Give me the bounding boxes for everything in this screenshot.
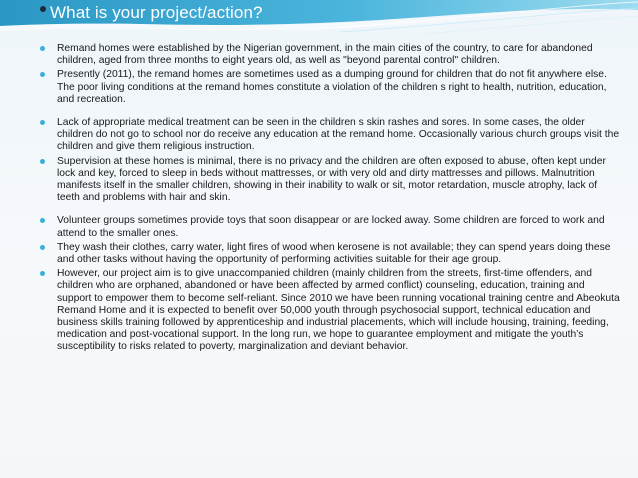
bullet-item bbox=[40, 43, 620, 67]
bullet-text: Supervision at these homes is minimal, there is no privacy and the children are often exposed to abuse, often kept under lock and key, forced to sleep in beds without mattresses, or with very old and dirty mattresses and pillows. Malnutrition manifests itself in the smaller children, showing in their inability to walk or sit, motor retardation, muscle atrophy, lack of teeth and problems with hair and skin. bbox=[57, 155, 606, 204]
bullet-dot-icon bbox=[40, 159, 45, 164]
bullet-text: They wash their clothes, carry water, light fires of wood when kerosene is not available; they can spend years doing these and other tasks without having the opportunity of performing activities suitable for their age group. bbox=[57, 241, 611, 266]
bullet-text: Volunteer groups sometimes provide toys that soon disappear or are locked away. Some children are forced to work and attend to the smaller ones. bbox=[57, 215, 605, 239]
slide-title: What is your project/action? bbox=[50, 3, 263, 22]
title-area bbox=[40, 3, 263, 23]
bullet-item bbox=[40, 117, 620, 154]
bullet-item bbox=[40, 69, 620, 106]
bullet-dot-icon bbox=[40, 245, 45, 250]
bullet-dot-icon bbox=[40, 46, 45, 51]
bullet-dot-icon bbox=[40, 271, 45, 276]
bullet-item bbox=[40, 156, 620, 205]
bullet-item bbox=[40, 215, 620, 239]
bullet-item bbox=[40, 242, 620, 266]
bullet-text: Presently (2011), the remand homes are sometimes used as a dumping ground for children that do not fit anywhere else. The poor living conditions at the remand homes constitute a violation of the children s right to health, nutrition, education, and recreation. bbox=[57, 69, 607, 105]
bullet-dot-icon bbox=[40, 72, 45, 77]
title-bullet-icon bbox=[40, 6, 46, 12]
bullet-text: Remand homes were established by the Nigerian government, in the main cities of the country, to care for abandoned children, aged from three months to eight years old, as well as "beyond parental control" children. bbox=[57, 43, 593, 67]
bullet-item bbox=[40, 268, 620, 353]
bullet-text: Lack of appropriate medical treatment can be seen in the children s skin rashes and sores. In some cases, the older children do not go to school nor do receive any education at the remand home. Occasionally various church groups visit the children and give them religious instruction. bbox=[57, 117, 620, 153]
bullet-list bbox=[40, 43, 620, 354]
bullet-dot-icon bbox=[40, 120, 45, 125]
bullet-text: However, our project aim is to give unaccompanied children (mainly children from the streets, first-time offenders, and children who are orphaned, abandoned or have been affected by armed conflict) counseling, education, training and support to empower them to become self-reliant. Since 2010 we have been running vocational training centre and Abeokuta Remand Home and it is expected to benefit over 50,000 youth through psychosocial support, technical education and business skills training followed by apprenticeship and industrial placements, which will include housing, training, feeding, medication and post-vocational support. In the long run, we hope to guarantee employment and mitigate the youth’s susceptibility to risks related to poverty, marginalization and deviant behavior. bbox=[57, 268, 620, 353]
bullet-dot-icon bbox=[40, 218, 45, 223]
